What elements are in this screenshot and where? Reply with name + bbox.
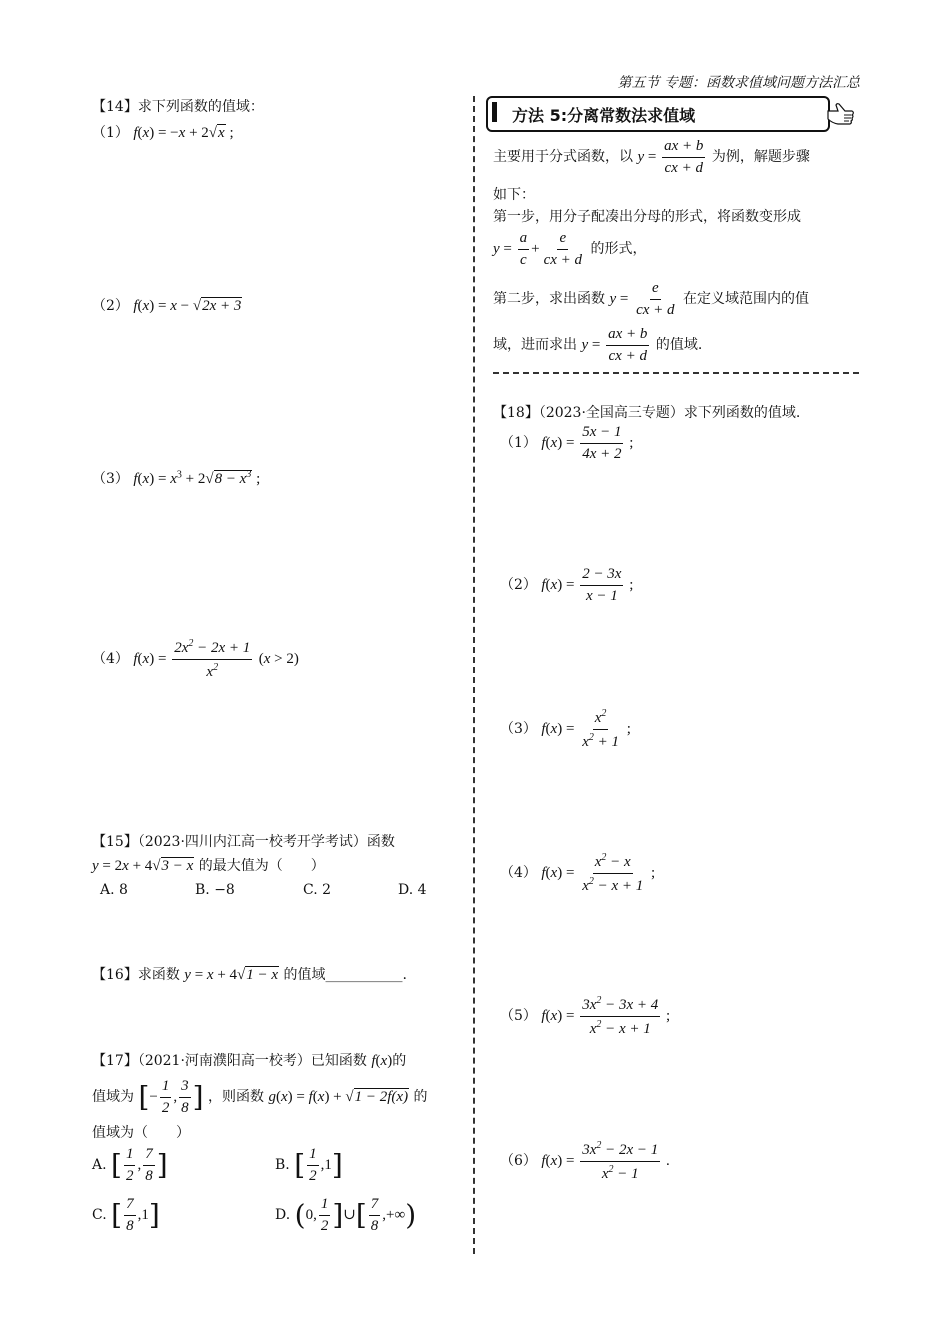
q14-part4: （4） f(x) = $\frac{2x^2 - 2x + 1}{x^2}$ (x > 2)	[92, 638, 299, 680]
method5-marker	[492, 102, 497, 122]
method5-line5: 第二步，求出函数 y = $\frac{e}{cx + d}$ 在定义域范围内的值	[493, 280, 809, 318]
q14-title: 【14】求下列函数的值域：	[92, 99, 264, 115]
q18-part2: （2） f(x) = $\frac{2 - 3x}{x - 1}$ ;	[500, 566, 634, 604]
method5-line1: 主要用于分式函数，以 y = $\frac{ax + b}{cx + d}$ 为例，解题步骤	[493, 138, 810, 176]
pointing-hand-icon	[826, 101, 856, 131]
q17-option-a[interactable]: A. [ $\frac{1}{2}$ , $\frac{7}{8}$ ]	[92, 1146, 168, 1184]
method5-line6: 域，进而求出 y = $\frac{ax + b}{cx + d}$ 的值域.	[493, 326, 703, 364]
q17-line2: 值域为 [− $\frac{1}{2}$ , $\frac{3}{8}$ ] ，则函数 g(x) = f(x) + √1 − 2f(x) 的	[92, 1078, 428, 1116]
q17-option-c[interactable]: C. [ $\frac{7}{8}$ ,1]	[92, 1196, 160, 1234]
q18-part3: （3） f(x) = $\frac{x^2}{x^2 + 1}$ ;	[500, 708, 631, 750]
q16-answer-blank[interactable]: ___________	[325, 967, 403, 983]
method5-line4: y = $\frac{a}{c}$ + $\frac{e}{cx + d}$ 的形式，	[493, 230, 647, 268]
q17-option-d[interactable]: D. (0, $\frac{1}{2}$ ]∪[ $\frac{7}{8}$ ,+∞)	[275, 1196, 417, 1234]
q15-option-b[interactable]: B. −8	[195, 882, 235, 898]
q14-part2: （2） f(x) = x − √2x + 3	[92, 298, 242, 314]
q17-line3: 值域为（ ）	[92, 1125, 190, 1141]
q15-option-d[interactable]: D. 4	[398, 882, 427, 898]
q15-option-a[interactable]: A. 8	[100, 882, 128, 898]
method5-title: 方法 5:分离常数法求值域	[512, 106, 696, 125]
q18-title: 【18】（2023·全国高三专题）求下列函数的值域.	[493, 405, 801, 421]
q14-part3: （3） $f(x) = x^3 + 2√8 - x^3$ ;	[92, 469, 261, 487]
q17-title: 【17】（2021·河南濮阳高一校考）已知函数 f(x)的	[92, 1053, 407, 1069]
method5-line3: 第一步，用分子配凑出分母的形式，将函数变形成	[493, 209, 801, 225]
q15-expression: y = 2x + 4√3 − x 的最大值为（ ）	[92, 858, 325, 874]
q18-part4: （4） f(x) = $\frac{x^2 - x}{x^2 - x + 1}$ ;	[500, 852, 656, 894]
q18-part6: （6） f(x) = $\frac{3x^2 - 2x - 1}{x^2 - 1}$ .	[500, 1140, 670, 1182]
q14-part1: （1） f(x) = −x + 2√x ;	[92, 125, 234, 141]
q15-option-c[interactable]: C. 2	[303, 882, 332, 898]
q15-title: 【15】（2023·四川内江高一校考开学考试）函数	[92, 834, 395, 850]
column-divider	[473, 96, 475, 1254]
q18-part5: （5） f(x) = $\frac{3x^2 - 3x + 4}{x^2 - x + 1}$ ;	[500, 995, 671, 1037]
section-divider	[493, 372, 859, 374]
q17-option-b[interactable]: B. [ $\frac{1}{2}$ ,1]	[275, 1146, 343, 1184]
q18-part1: （1） f(x) = $\frac{5x - 1}{4x + 2}$ ;	[500, 424, 634, 462]
page-header: 第五节 专题：函数求值域问题方法汇总	[617, 75, 860, 91]
q16: 【16】求函数 y = x + 4√1 − x 的值域___________.	[92, 967, 407, 983]
method5-line2: 如下：	[493, 187, 535, 203]
